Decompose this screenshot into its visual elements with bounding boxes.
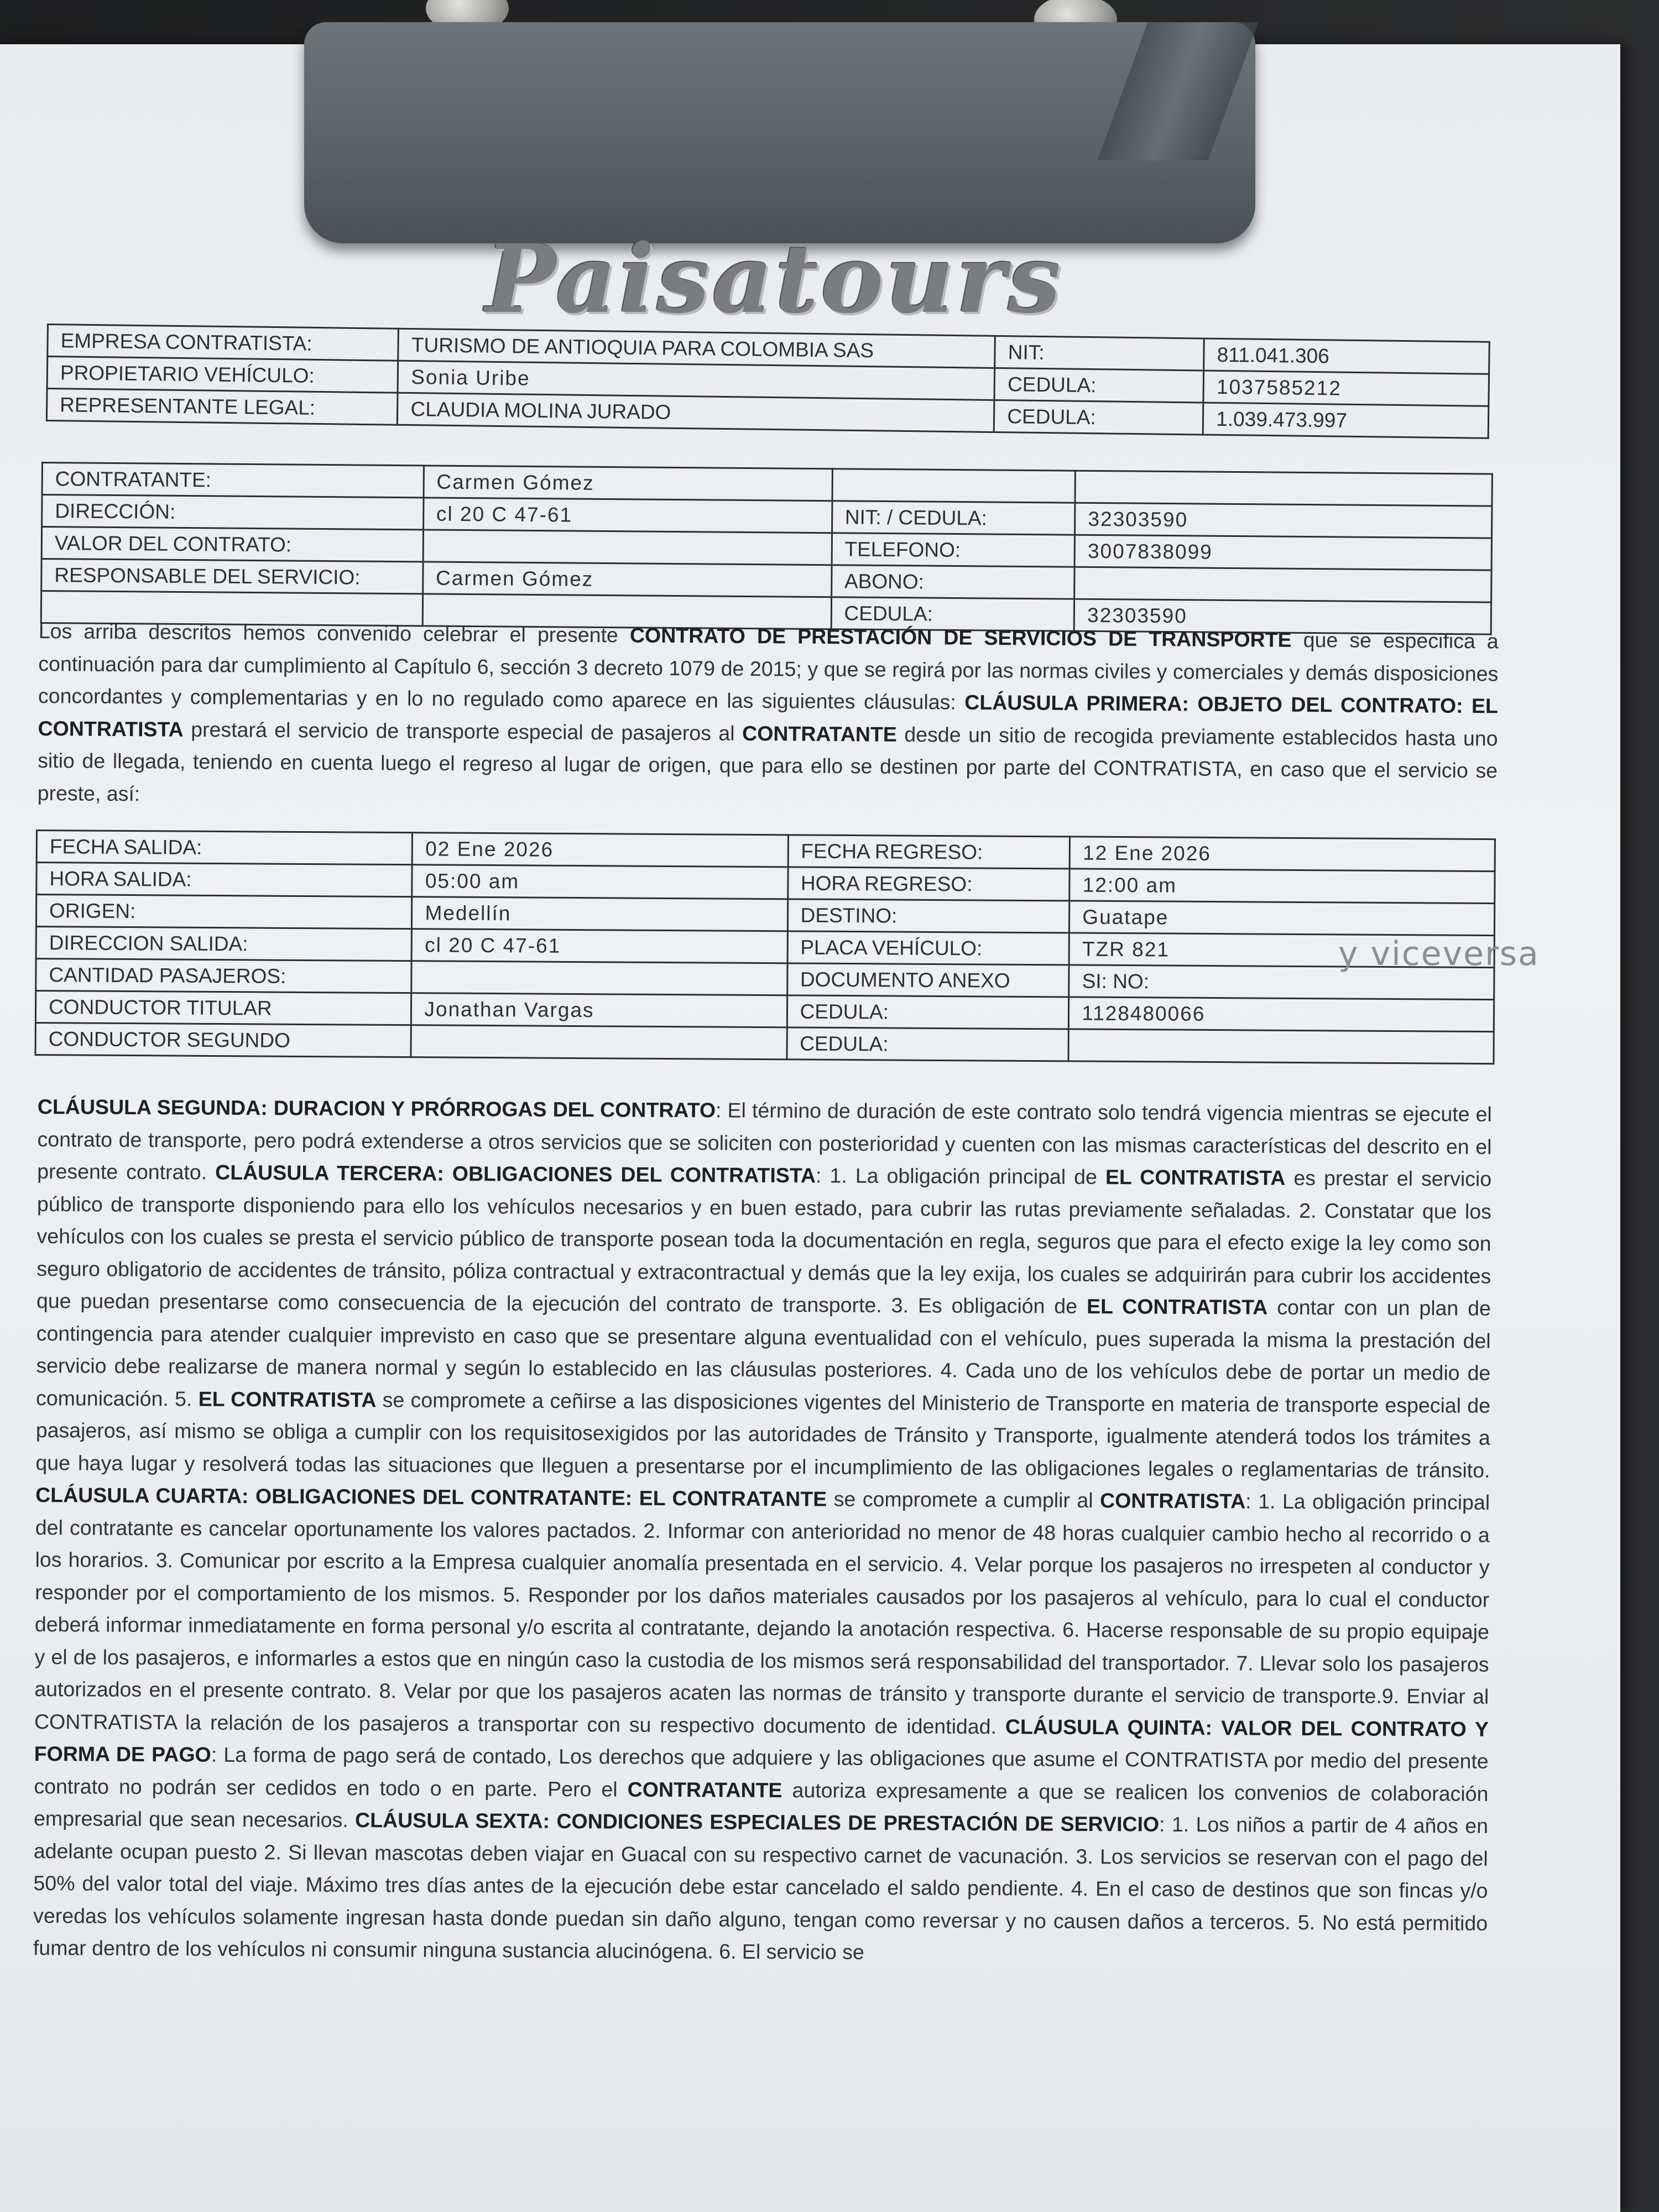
contratante-table-value-cell: Carmen Gómez (422, 562, 831, 597)
intro-text-end: que se especifica a continuación para dar cumplimiento al Capítulo 6, sección 3 decreto 1079 de 2015; y que se regirá por las normas civiles y comerciales y demás disposiciones concordantes y complementarias y en lo no regulado como aparece en las siguientes cláusulas: (38, 628, 1499, 714)
trip-table-label-cell: CONDUCTOR SEGUNDO (35, 1023, 411, 1057)
contratante-table-label-cell: RESPONSABLE DEL SERVICIO: (41, 559, 423, 594)
clause-3-text-c: es prestar el servicio público de transporte disponiendo para ello los vehículos necesarios y en buen estado, para cubrir las rutas previamente señaladas. 2. Constatar que los vehículos con los cuales se presta el servicio público de transporte posean toda la documentación en regla, seguros que para el efecto exige la ley como son seguro obligatorio de accidentes de tránsito, póliza contractual y extracontractual y demás que la ley exija, los cuales se adquirirán para cubrir los accidentes que puedan presentarse como consecuencia de la ejecución del contrato de transporte. 3. Es obligación de (36, 1166, 1492, 1318)
clause-1-contratante: CONTRATANTE (742, 721, 898, 746)
clause-4-title: CLÁUSULA CUARTA: OBLIGACIONES DEL CONTRATANTE: EL CONTRATANTE (35, 1483, 827, 1511)
clause-2-text: : El término de duración de este contrato solo tendrá vigencia mientras se ejecute el contrato de transporte, pero podrá extenderse a otros servicios que se soliciten con posterioridad y cuenten con las mismas características del descrito en el presente contrato. (37, 1098, 1492, 1184)
trip-table-label2-cell: CEDULA: (787, 995, 1069, 1029)
clause-6-title: CLÁUSULA SEXTA: CONDICIONES ESPECIALES DE PRESTACIÓN DE SERVICIO (354, 1808, 1160, 1836)
contratante-table-value2-cell (1075, 471, 1492, 506)
contratante-table-label2-cell: ABONO: (831, 565, 1074, 599)
trip-table-label2-cell: DESTINO: (787, 899, 1070, 933)
contratante-table-label-cell: VALOR DEL CONTRATO: (41, 527, 423, 562)
clause-5-text-a: : La forma de pago será de contado, Los derechos que adquiere y las obligaciones que asume el CONTRATISTA por medio del presente contrato no podrán ser cedidos en todo o en parte. Pero el (34, 1743, 1489, 1801)
header-table-value2-cell: 811.041.306 (1204, 338, 1489, 374)
contratante-table-value2-cell (1074, 567, 1491, 602)
company-info-table (46, 324, 1490, 439)
contratante-table-label-cell: DIRECCIÓN: (42, 495, 424, 530)
header-table-label-cell: REPRESENTANTE LEGAL: (46, 389, 398, 425)
clause-3-contratista-2: EL CONTRATISTA (1086, 1294, 1268, 1319)
clause-2-title: CLÁUSULA SEGUNDA: DURACION Y PRÓRROGAS DEL CONTRATO (37, 1094, 716, 1122)
destino-extra-note: y viceversa (1338, 935, 1540, 973)
header-table-value-cell: Sonia Uribe (398, 361, 995, 400)
header-table-value2-cell: 1037585212 (1203, 371, 1489, 406)
clause-1-text-2: desde un sitio de recogida previamente establecidos hasta uno sitio de llegada, teniendo en cuenta luego el regreso al lugar de origen, que para ello se destinen por parte del CONTRATISTA, en caso que el servicio se preste, así: (37, 722, 1498, 805)
trip-table-value2-cell: 12 Ene 2026 (1070, 837, 1495, 872)
trip-table-value-cell: Medellín (412, 897, 787, 931)
header-table-value-cell: TURISMO DE ANTIOQUIA PARA COLOMBIA SAS (398, 328, 995, 368)
header-table-label-cell: PROPIETARIO VEHÍCULO: (47, 357, 398, 393)
contratante-table-label-cell: CONTRATANTE: (42, 463, 424, 498)
contratante-table-value-cell: cl 20 C 47-61 (423, 498, 832, 533)
clause-3-text-g: se compromete a ceñirse a las disposiciones vigentes del Ministerio de Transporte en materia de transporte especial de pasajeros, así mismo se obliga a cumplir con los requisitosexigidos por las autoridades de Tránsito y Transporte, igualmente atenderá todos los trámites a que haya lugar y resolverá todas las situaciones que lleguen a presentarse por el incumplimiento de las obligaciones legales o reglamentarias de tránsito. (35, 1387, 1491, 1482)
contratante-table-value2-cell: 32303590 (1075, 503, 1492, 538)
trip-table-value2-cell (1068, 1029, 1494, 1064)
contratante-table-value-cell (423, 530, 832, 565)
trip-details-table (35, 830, 1496, 1065)
trip-table-label-cell: CANTIDAD PASAJEROS: (36, 959, 412, 993)
trip-table-value-cell: 02 Ene 2026 (413, 833, 788, 867)
header-table-value2-cell: 1.039.473.997 (1203, 403, 1488, 438)
header-table-label2-cell: CEDULA: (994, 368, 1204, 403)
trip-table-value-cell (411, 961, 787, 995)
contratante-table-label2-cell: CEDULA: (831, 597, 1074, 631)
clause-3-text-a: : 1. La obligación principal de (815, 1164, 1106, 1189)
trip-table-label-cell: DIRECCION SALIDA: (36, 927, 412, 961)
clause-3-text-e: contar con un plan de contingencia para atender cualquier imprevisto en caso que se presentare alguna eventualidad con el vehículo, pues superada la misma la prestación del servicio debe realizarse de manera normal y según lo establecido en las cláusulas posteriores. 4. Cada uno de los vehículos debe de portar un medio de comunicación. 5. (35, 1295, 1491, 1411)
clause-3-contratista-1: EL CONTRATISTA (1105, 1165, 1286, 1190)
clause-4-text-a: se compromete a cumplir al (827, 1487, 1100, 1512)
contract-clauses-text (33, 1091, 1492, 1971)
trip-table-value2-cell: 1128480066 (1069, 997, 1494, 1032)
clause-3-title: CLÁUSULA TERCERA: OBLIGACIONES DEL CONTRATISTA (215, 1160, 816, 1187)
trip-table-value2-cell: SI: NO: (1069, 965, 1494, 1000)
clip-ridge (1098, 22, 1259, 160)
contratante-info-table (40, 462, 1493, 635)
contratante-table-value2-cell: 32303590 (1074, 599, 1491, 634)
trip-table-label2-cell: PLACA VEHÍCULO: (787, 931, 1070, 965)
clause-1-text: prestará el servicio de transporte especial de pasajeros al (183, 717, 743, 745)
clause-6-text: : 1. Los niños a partir de 4 años en adelante ocupan puesto 2. Si llevan mascotas deben viajar en Guacal con su respectivo carnet de vacunación. 3. Los servicios se reservan con el pago del 50% del valor total del viaje. Máximo tres días antes de la ejecución debe estar cancelado el saldo pendiente. 4. En el caso de destinos que son fincas y/o veredas los vehículos solamente ingresan hasta donde puedan sin daño alguno, tengan como reversar y no causen daños a terceros. 5. No está permitido fumar dentro de los vehículos ni consumir ninguna sustancia alucinógena. 6. El servicio se (33, 1812, 1489, 1964)
company-logo: Paisatours (485, 224, 1063, 335)
trip-table-value-cell: 05:00 am (412, 865, 787, 899)
contratante-table-value2-cell: 3007838099 (1074, 535, 1491, 570)
trip-table-label-cell: ORIGEN: (36, 895, 412, 929)
trip-table-label2-cell: FECHA REGRESO: (788, 835, 1070, 869)
clause-4-text-c: : 1. La obligación principal del contratante es cancelar oportunamente los valores pactados. 2. Informar con anterioridad no menor de 48 horas cualquier cambio hecho al recorrido o a los horarios. 3. Comunicar por escrito a la Empresa cualquier anomalía presentada en el servicio. 4. Velar porque los pasajeros no irrespeten al conductor y responder por el comportamiento de los mismos. 5. Responder por los daños materiales causados por los pasajeros al vehículo, para lo cual el conductor deberá informar inmediatamente en forma personal y/o escrita al contratante, dejando la anotación respectiva. 6. Hacerse responsable de su propio equipaje y el de los pasajeros, e informarles a estos que en ningún caso la custodia de los mismos será responsabilidad del transportador. 7. Llevar solo los pasajeros autorizados en el presente contrato. 8. Velar por que los pasajeros acaten las normas de tránsito y transporte durante el servicio de transporte.9. Enviar al CONTRATISTA la relación de los pasajeros a transportar con su respectivo documento de identidad. (34, 1489, 1490, 1738)
trip-table-label2-cell: CEDULA: (787, 1027, 1069, 1061)
contratante-table-label2-cell: NIT: / CEDULA: (832, 501, 1075, 535)
contratante-table-label2-cell (832, 469, 1076, 503)
trip-table-value-cell: cl 20 C 47-61 (412, 929, 787, 963)
header-table-label2-cell: CEDULA: (994, 400, 1204, 435)
header-table-value-cell: CLAUDIA MOLINA JURADO (398, 393, 995, 432)
trip-table-value2-cell: Guatape (1070, 901, 1495, 936)
clause-1-title: CLÁUSULA PRIMERA: OBJETO DEL CONTRATO: EL CONTRATISTA (38, 690, 1499, 741)
contratante-table-label2-cell: TELEFONO: (832, 533, 1075, 567)
clause-5-text-c: autoriza expresamente a que se realicen los convenios de colaboración empresarial que sean necesarios. (33, 1778, 1489, 1832)
intro-contract-title: CONTRATO DE PRESTACIÓN DE SERVICIOS DE TRANSPORTE (629, 623, 1292, 651)
intro-text-start: Los arriba descritos hemos convenido celebrar el presente (38, 619, 630, 647)
trip-table-label-cell: FECHA SALIDA: (36, 831, 413, 865)
trip-table-label2-cell: HORA REGRESO: (787, 867, 1070, 901)
trip-table-label-cell: CONDUCTOR TITULAR (35, 991, 411, 1025)
trip-table-label2-cell: DOCUMENTO ANEXO (787, 963, 1069, 997)
clause-4-contratista: CONTRATISTA (1099, 1489, 1246, 1513)
trip-table-value-cell (411, 1025, 786, 1060)
contratante-table-value-cell: Carmen Gómez (424, 466, 832, 501)
trip-table-value2-cell: TZR 821 (1069, 933, 1494, 968)
trip-table-value-cell: Jonathan Vargas (411, 993, 787, 1027)
clause-3-contratista-3: EL CONTRATISTA (198, 1387, 377, 1411)
clause-5-title: CLÁUSULA QUINTA: VALOR DEL CONTRATO Y FORMA DE PAGO (34, 1714, 1489, 1766)
trip-table-label-cell: HORA SALIDA: (36, 863, 413, 897)
clause-5-contratante: CONTRATANTE (627, 1777, 782, 1802)
clipboard-clip (304, 22, 1255, 243)
trip-table-value2-cell: 12:00 am (1070, 869, 1495, 904)
header-table-label2-cell: NIT: (995, 336, 1204, 371)
header-table-label-cell: EMPRESA CONTRATISTA: (48, 325, 399, 361)
contract-intro-text (38, 615, 1499, 819)
